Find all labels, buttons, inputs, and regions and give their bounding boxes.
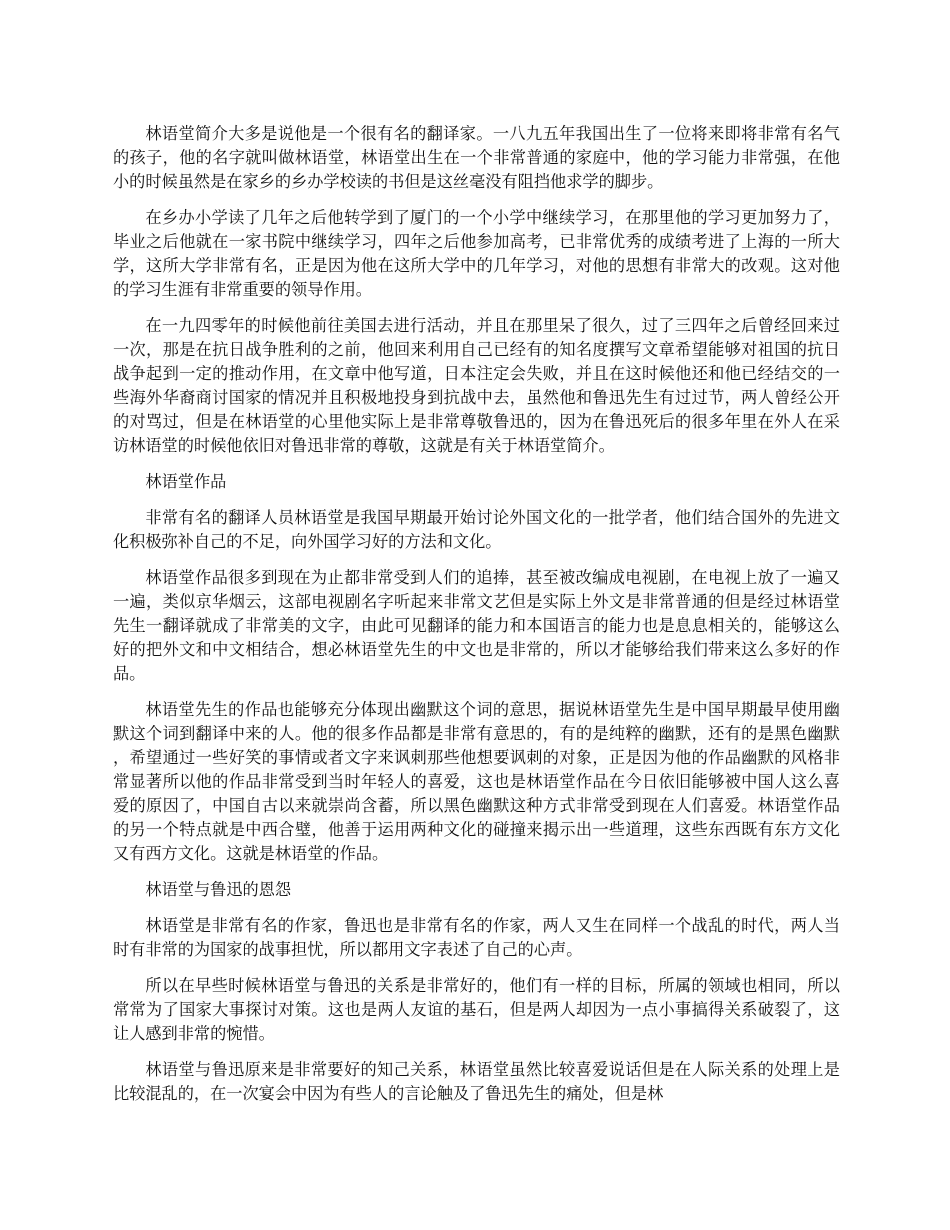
document-page [113,122,840,1118]
paragraph-quarrel: 林语堂与鲁迅原来是非常要好的知己关系，林语堂虽然比较喜爱说话但是在人际关系的处理上是比较混乱的，在一次宴会中因为有些人的言论触及了鲁迅先生的痛处，但是林 [113,1060,840,1103]
section-heading-works: 林语堂作品 [145,472,227,491]
paragraph-education: 在乡办小学读了几年之后他转学到了厦门的一个小学中继续学习，在那里他的学习更加努力了，毕业之后他就在一家书院中继续学习，四年之后他参加高考，已非常优秀的成绩考进了上海的一所大学，这所大学非常有名，正是因为他在这所大学中的几年学习，对他的思想有非常大的改观。这对他的学习生涯有非常重要的领导作用。 [113,208,840,299]
paragraph-works-popular: 林语堂作品很多到现在为止都非常受到人们的追捧，甚至被改编成电视剧，在电视上放了一遍又一遍，类似京华烟云，这部电视剧名字听起来非常文艺但是实际上外文是非常普通的但是经过林语堂先生一翻译就成了非常美的文字，由此可见翻译的能力和本国语言的能力也是息息相关的，能够这么好的把外文和中文相结合，想必林语堂先生的中文也是非常的，所以才能够给我们带来这么多好的作品。 [113,568,840,683]
section-heading-luxun: 林语堂与鲁迅的恩怨 [145,880,292,899]
paragraph-america: 在一九四零年的时候他前往美国去进行活动，并且在那里呆了很久，过了三四年之后曾经回来过一次，那是在抗日战争胜利的之前，他回来利用自己已经有的知名度撰写文章希望能够对祖国的抗日战争起到一定的推动作用，在文章中他写道，日本注定会失败，并且在这时候他还和他已经结交的一些海外华裔商讨国家的情况并且积极地投身到抗战中去，虽然他和鲁迅先生有过过节，两人曾经公开的对骂过，但是在林语堂的心里他实际上是非常尊敬鲁迅的，因为在鲁迅死后的很多年里在外人在采访林语堂的时候他依旧对鲁迅非常的尊敬，这就是有关于林语堂简介。 [113,316,840,455]
paragraph-friendship: 所以在早些时候林语堂与鲁迅的关系是非常好的，他们有一样的目标，所属的领域也相同，所以常常为了国家大事探讨对策。这也是两人友谊的基石，但是两人却因为一点小事搞得关系破裂了，这让人感到非常的惋惜。 [113,976,840,1043]
paragraph-translator: 非常有名的翻译人员林语堂是我国早期最开始讨论外国文化的一批学者，他们结合国外的先进文化积极弥补自己的不足，向外国学习好的方法和文化。 [113,508,840,551]
paragraph-two-writers: 林语堂是非常有名的作家，鲁迅也是非常有名的作家，两人又生在同样一个战乱的时代，两人当时有非常的为国家的战事担忧，所以都用文字表述了自己的心声。 [113,916,840,959]
paragraph-intro: 林语堂简介大多是说他是一个很有名的翻译家。一八九五年我国出生了一位将来即将非常有名气的孩子，他的名字就叫做林语堂，林语堂出生在一个非常普通的家庭中，他的学习能力非常强，在他小的时候虽然是在家乡的乡办学校读的书但是这丝毫没有阻挡他求学的脚步。 [113,124,840,191]
paragraph-humor: 林语堂先生的作品也能够充分体现出幽默这个词的意思，据说林语堂先生是中国早期最早使用幽默这个词到翻译中来的人。他的很多作品都是非常有意思的，有的是纯粹的幽默，还有的是黑色幽默，希望通过一些好笑的事情或者文字来讽刺那些他想要讽刺的对象，正是因为他的作品幽默的风格非常显著所以他的作品非常受到当时年轻人的喜爱，这也是林语堂作品在今日依旧能够被中国人这么喜爱的原因了，中国自古以来就崇尚含蓄，所以黑色幽默这种方式非常受到现在人们喜爱。林语堂作品的另一个特点就是中西合璧，他善于运用两种文化的碰撞来揭示出一些道理，这些东西既有东方文化又有西方文化。这就是林语堂的作品。 [113,700,840,863]
